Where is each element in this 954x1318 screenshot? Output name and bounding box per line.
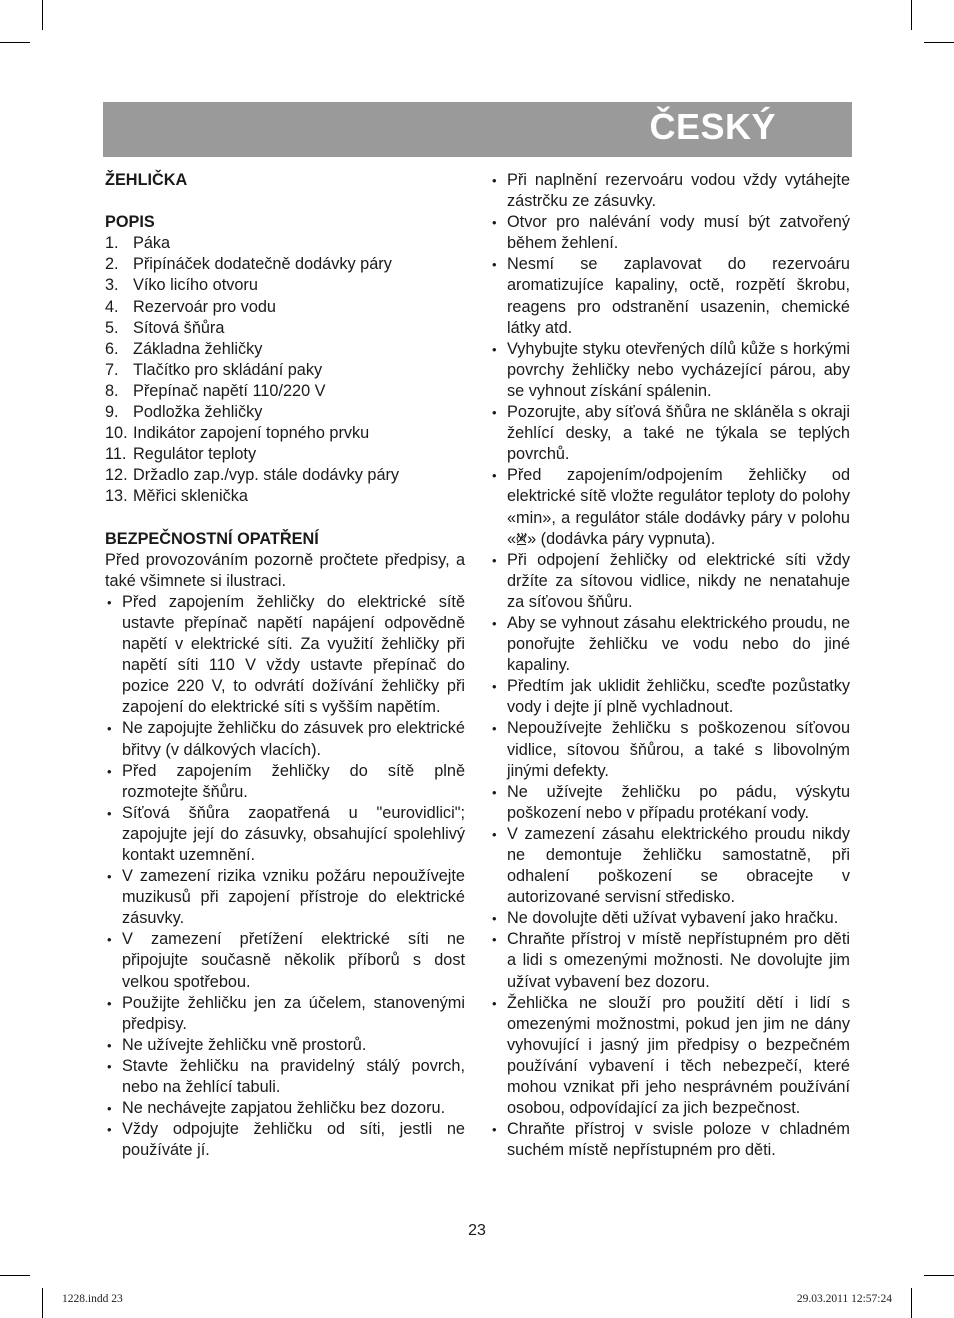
bullet-item: • Předtím jak uklidit žehličku, sceďte pozůstatky vody i dejte jí plně vychladnout. (490, 676, 850, 718)
list-item (105, 381, 465, 402)
list-item (105, 275, 465, 296)
crop-mark-top-left-h (0, 42, 30, 43)
list-item-number: 11. (105, 445, 127, 464)
list-item-label: Rezervoár pro vodu (133, 297, 276, 316)
list-item-number: 13. (105, 487, 128, 506)
language-banner (103, 102, 852, 157)
bullet-item: • Před zapojením žehličky do sítě plně rozmotejte šňůru. (105, 761, 465, 803)
bullet-item: • Před zapojením žehličky do elektrické sítě ustavte přepínač napětí napájení odpovědně napětí v elektrické síti. Za využití žehličky při napětí síti 110 V vždy ustavte přepínač do pozice 220 V, to odvrátí dožívání žehličky při zapojení do elektrické síti s vyšším napětím. (105, 592, 465, 719)
list-item (105, 486, 465, 507)
bullet-item: • Žehlička ne slouží pro použití dětí i lidí s omezenými možnostmi, pokud jen jim ne dány vyhovující i jasný jim předpisy o bezpečném používání vybavení i těch nebezpečí, které mohou vznikat při jeho nesprávném používání osobou, odpovídající za jich bezpečnost. (490, 993, 850, 1120)
bullet-item: • Otvor pro nalévání vody musí být zatvořený během žehlení. (490, 212, 850, 254)
list-item (105, 254, 465, 275)
bullet-item: • Chraňte přístroj v svisle poloze v chladném suchém místě nepřístupném pro děti. (490, 1119, 850, 1161)
list-item-label: Držadlo zap./vyp. stále dodávky páry (133, 466, 400, 485)
list-item-number: 8. (105, 381, 119, 400)
bullet-item: • Vyhybujte styku otevřených dílů kůže s horkými povrchy žehličky nebo vycházející párou, aby se vyhnout získání spálenin. (490, 339, 850, 402)
description-heading: POPIS (105, 213, 155, 232)
crop-mark-top-left-v (42, 0, 43, 30)
crop-mark-bottom-left-h (0, 1275, 30, 1276)
bullet-item: • Ne dovolujte děti užívat vybavení jako hračku. (490, 908, 850, 929)
list-item (105, 465, 465, 486)
list-item-number: 9. (105, 403, 119, 422)
safety-intro: Před provozováním pozorně pročtete předpisy, a také všimnete si ilustraci. (105, 550, 465, 590)
date-slug: 29.03.2011 12:57:24 (796, 1293, 892, 1305)
list-item-number: 3. (105, 276, 119, 295)
list-item-label: Měřici sklenička (133, 487, 248, 506)
safety-heading: BEZPEČNOSTNÍ OPATŘENÍ (105, 529, 319, 548)
bullet-item: • Použijte žehličku jen za účelem, stanovenými předpisy. (105, 993, 465, 1035)
bullet-item: • Ne zapojujte žehličku do zásuvek pro elektrické břitvy (v dálkových vlacích). (105, 718, 465, 760)
list-item-number: 2. (105, 255, 119, 274)
list-item-label: Podložka žehličky (133, 403, 263, 422)
left-safety-list (105, 592, 465, 1162)
bullet-item: • Pozorujte, aby síťová šňůra ne skláněla s okraji žehlící desky, a také ne týkala se teplých povrchů. (490, 402, 850, 465)
list-item-number: 4. (105, 297, 119, 316)
list-item (105, 339, 465, 360)
list-item (105, 318, 465, 339)
list-item-number: 6. (105, 339, 119, 358)
list-item-label: Přepínač napětí 110/220 V (133, 381, 326, 400)
file-slug: 1228.indd 23 (62, 1293, 123, 1305)
bullet-item: • Chraňte přístroj v místě nepřístupném pro děti a lidi s omezenými možnosti. Ne dovolujte jim užívat vybavení bez dozoru. (490, 929, 850, 992)
bullet-item: • Před zapojením/odpojením žehličky od elektrické sítě vložte regulátor teploty do polohy «min», a regulátor stále dodávky páry v polohu « » (dodávka páry vypnuta). (490, 465, 850, 549)
left-column (105, 170, 465, 1161)
parts-list (105, 233, 465, 507)
crop-mark-bottom-right-v (911, 1288, 912, 1318)
page-number: 23 (468, 1222, 486, 1239)
list-item (105, 444, 465, 465)
list-item-label: Páka (133, 234, 171, 253)
language-title: ČESKÝ (649, 106, 776, 147)
crop-mark-bottom-left-v (42, 1288, 43, 1318)
right-safety-list (490, 170, 850, 1161)
list-item-label: Základna žehličky (133, 339, 263, 358)
bullet-item: • Ne nechávejte zapjatou žehličku bez dozoru. (105, 1098, 465, 1119)
list-item-number: 5. (105, 318, 119, 337)
list-item (105, 423, 465, 444)
bullet-item: • Stavte žehličku na pravidelný stálý povrch, nebo na žehlící tabuli. (105, 1056, 465, 1098)
list-item (105, 233, 465, 254)
list-item-label: Tlačítko pro skládání paky (133, 360, 323, 379)
bullet-item: • Vždy odpojujte žehličku od síti, jestli ne používáte jí. (105, 1119, 465, 1161)
list-item-number: 1. (105, 234, 119, 253)
list-item-number: 10. (105, 424, 128, 443)
bullet-item: • Nepoužívejte žehličku s poškozenou síťovou vidlice, sítovou šňůrou, a také s libovolným jinými defekty. (490, 718, 850, 781)
bullet-item: • V zamezení zásahu elektrického proudu nikdy ne demontuje žehličku samostatně, při odhalení poškození se obracejte v autorizované servisní středisko. (490, 824, 850, 908)
bullet-item: • Nesmí se zaplavovat do rezervoáru aromatizujíce kapaliny, octě, rozpětí škrobu, reagens pro odstranění usazenin, chemické látky atd. (490, 254, 850, 338)
bullet-item: • V zamezení rizika vzniku požáru nepoužívejte muzikusů při zapojení přístroje do elektrické zásuvky. (105, 866, 465, 929)
crop-mark-bottom-right-h (924, 1275, 954, 1276)
list-item (105, 297, 465, 318)
crop-mark-top-right-v (911, 0, 912, 30)
list-item-label: Sítová šňůra (133, 318, 225, 337)
bullet-item: • Síťová šňůra zaopatřená u "eurovidlici"; zapojujte její do zásuvky, obsahující spolehlivý kontakt uzemnění. (105, 803, 465, 866)
list-item-label: Regulátor teploty (133, 445, 257, 464)
product-title: ŽEHLIČKA (105, 171, 188, 189)
list-item (105, 360, 465, 381)
list-item-number: 12. (105, 466, 128, 485)
bullet-item: • Ne užívejte žehličku po pádu, výskytu poškození nebo v případu protékaní vody. (490, 782, 850, 824)
bullet-item: • Při naplnění rezervoáru vodou vždy vytáhejte zástrčku ze zásuvky. (490, 170, 850, 212)
right-column (490, 170, 850, 1161)
list-item-label: Indikátor zapojení topného prvku (133, 424, 370, 443)
bullet-item: • Aby se vyhnout zásahu elektrického proudu, ne ponořujte žehličku ve vodu nebo do jiné kapaliny. (490, 613, 850, 676)
bullet-item: • Ne užívejte žehličku vně prostorů. (105, 1035, 465, 1056)
bullet-item: • V zamezení přetížení elektrické síti ne připojujte současně několik příborů s dost velkou spotřebou. (105, 929, 465, 992)
bullet-item: • Při odpojení žehličky od elektrické síti vždy držíte za sítovou vidlice, nikdy ne nenatahuje za síťovou šňůru. (490, 550, 850, 613)
list-item (105, 402, 465, 423)
list-item-number: 7. (105, 360, 119, 379)
list-item-label: Připínáček dodatečně dodávky páry (133, 255, 392, 274)
list-item-label: Víko licího otvoru (133, 276, 258, 295)
steam-off-icon (516, 532, 527, 545)
crop-mark-top-right-h (924, 42, 954, 43)
